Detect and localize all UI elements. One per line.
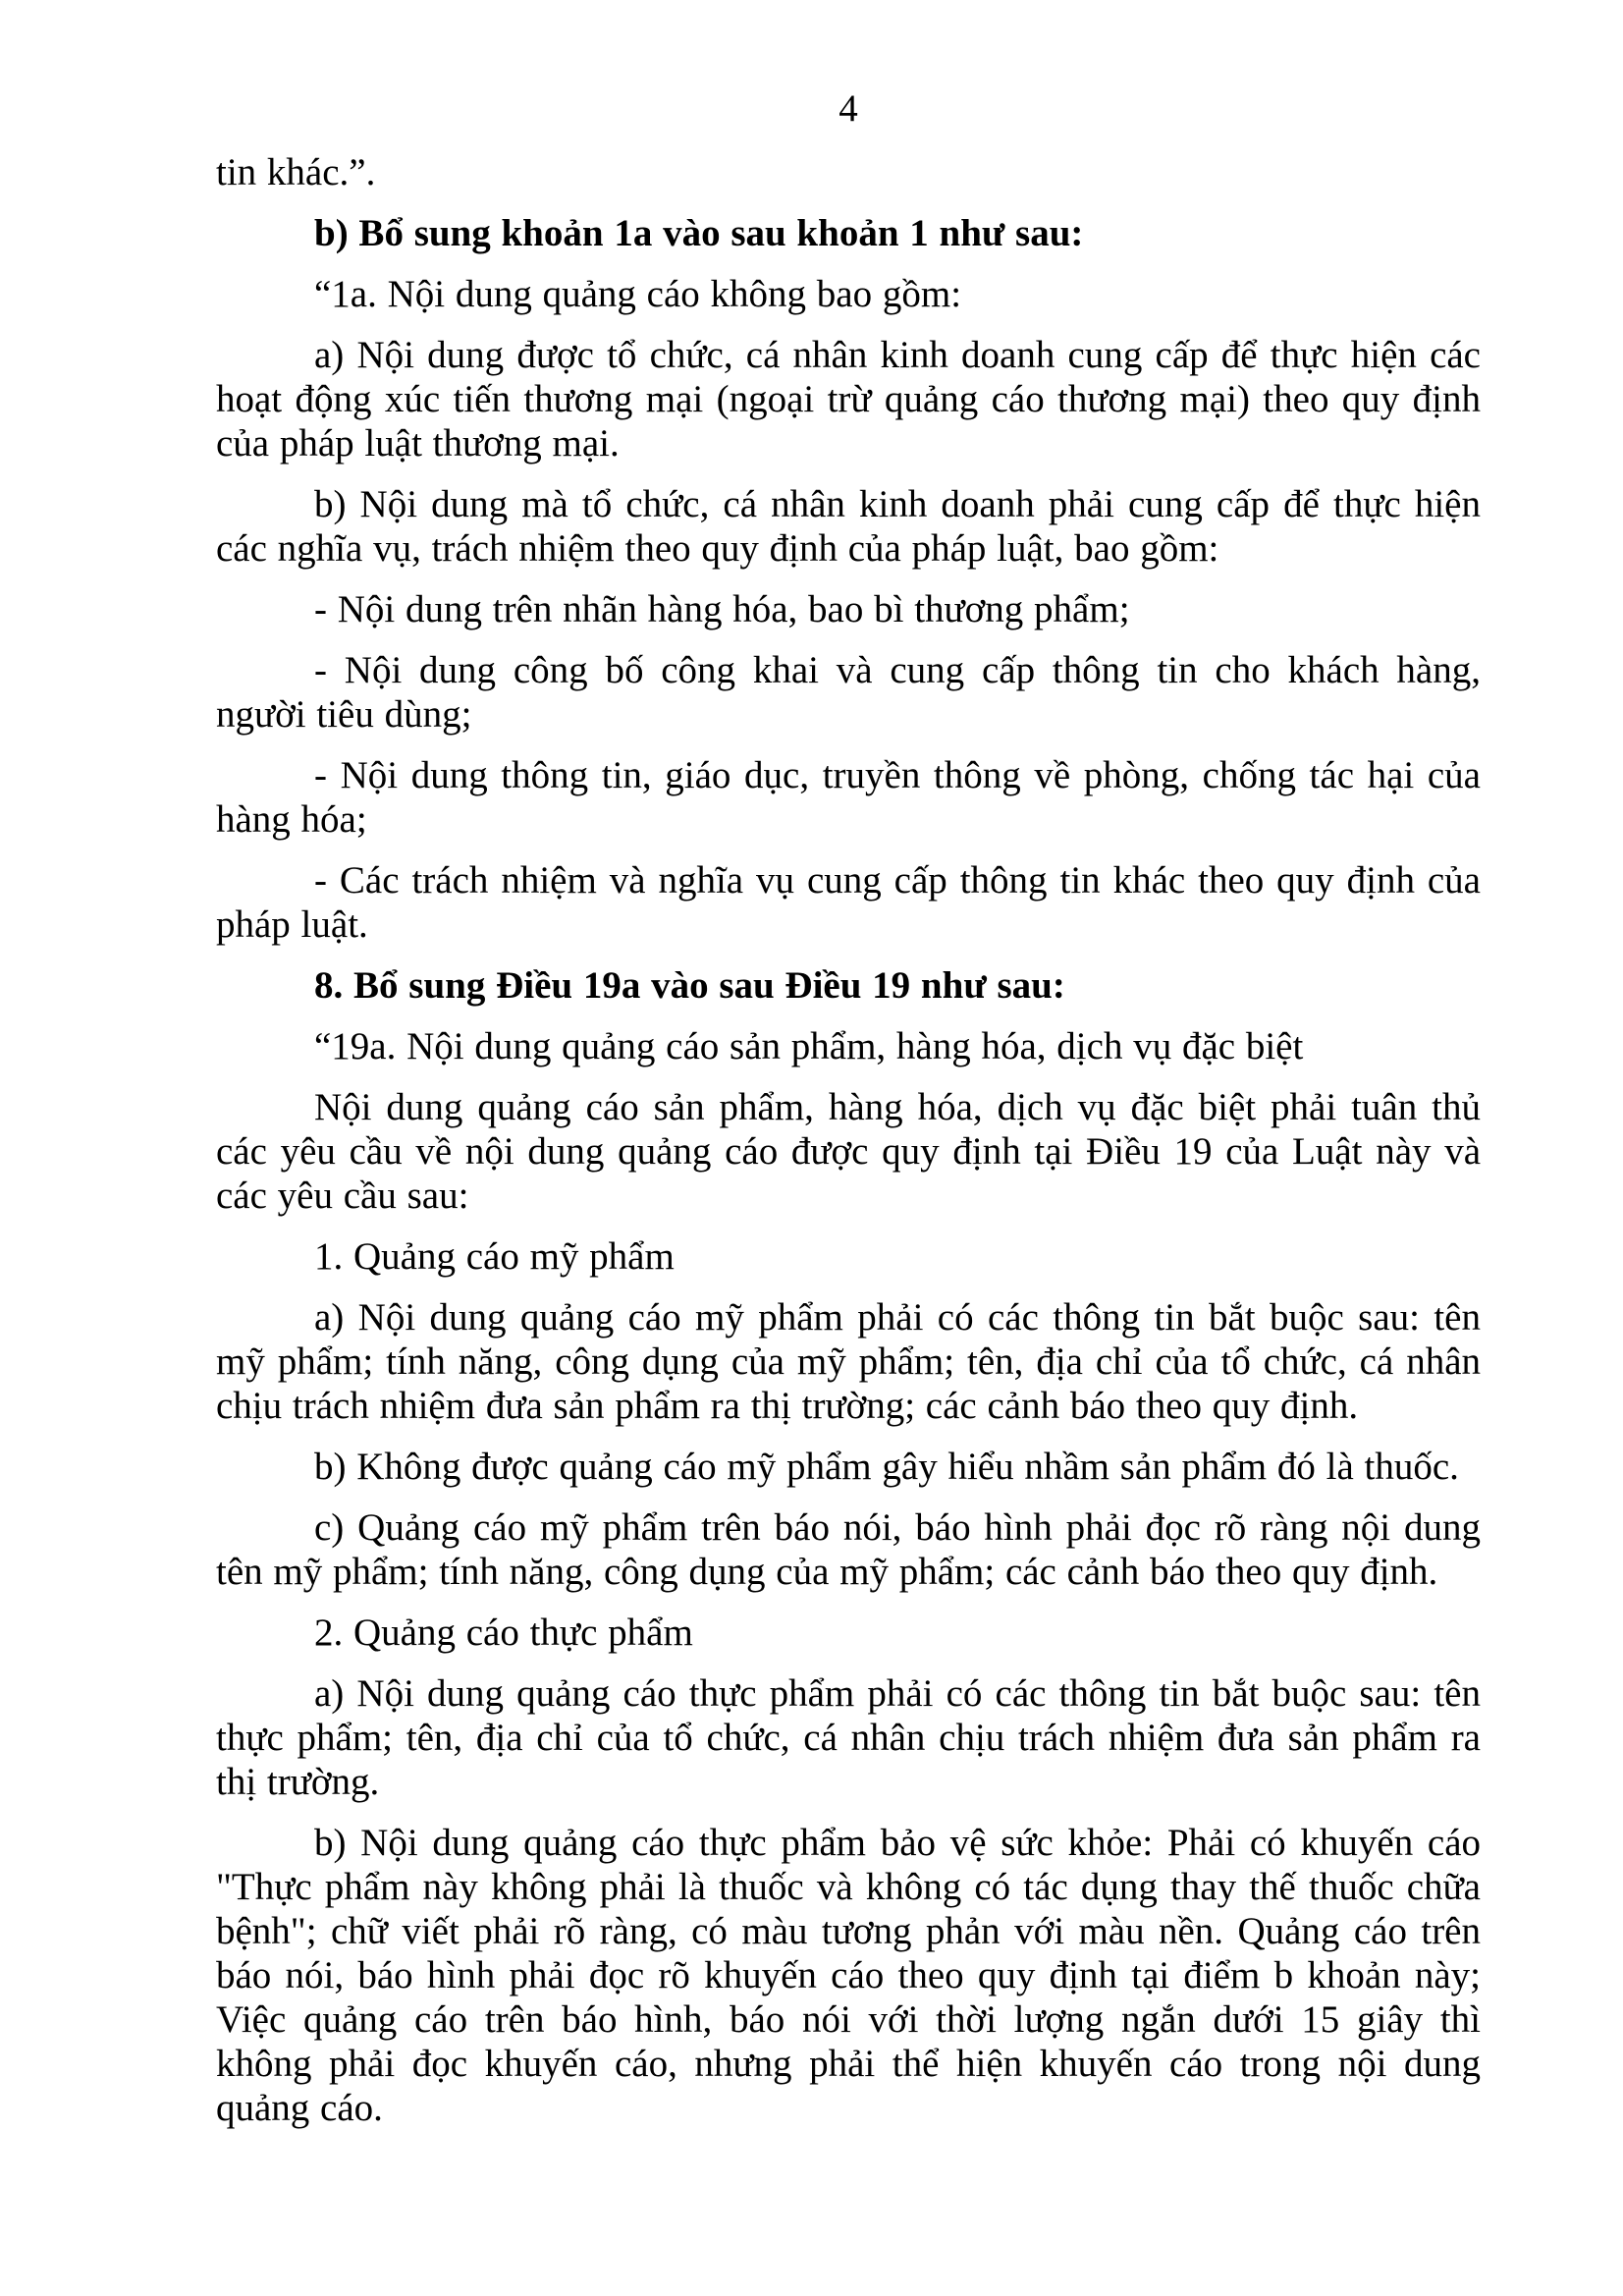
clause-1a-opening: “1a. Nội dung quảng cáo không bao gồm:	[314, 273, 962, 315]
cosmetics-point-c: c) Quảng cáo mỹ phẩm trên báo nói, báo hình phải đọc rõ ràng nội dung tên mỹ phẩm; tính năng, công dụng của mỹ phẩm; các cảnh báo theo quy định.	[216, 1506, 1481, 1593]
dash-item-other-duties: - Các trách nhiệm và nghĩa vụ cung cấp thông tin khác theo quy định của pháp luật.	[216, 859, 1481, 946]
page-number: 4	[839, 87, 858, 130]
clause-8-heading: 8. Bổ sung Điều 19a vào sau Điều 19 như sau:	[314, 964, 1065, 1007]
section-1-cosmetics-heading: 1. Quảng cáo mỹ phẩm	[314, 1235, 675, 1278]
food-point-b: b) Nội dung quảng cáo thực phẩm bảo vệ sức khỏe: Phải có khuyến cáo "Thực phẩm này không phải là thuốc và không có tác dụng thay thế thuốc chữa bệnh"; chữ viết phải rõ ràng, có màu tương phản với màu nền. Quảng cáo trên báo nói, báo hình phải đọc rõ khuyến cáo theo quy định tại điểm b khoản này; Việc quảng cáo trên báo hình, báo nói với thời lượng ngắn dưới 15 giây thì không phải đọc khuyến cáo, nhưng phải thể hiện khuyến cáo trong nội dung quảng cáo.	[216, 1822, 1481, 2129]
clause-b-heading: b) Bổ sung khoản 1a vào sau khoản 1 như sau:	[314, 212, 1084, 254]
article-19a-title: “19a. Nội dung quảng cáo sản phẩm, hàng hóa, dịch vụ đặc biệt	[314, 1025, 1304, 1067]
section-2-food-heading: 2. Quảng cáo thực phẩm	[314, 1612, 693, 1654]
point-b-paragraph: b) Nội dung mà tổ chức, cá nhân kinh doanh phải cung cấp để thực hiện các nghĩa vụ, trách nhiệm theo quy định của pháp luật, bao gồm:	[216, 483, 1481, 570]
continuation-line: tin khác.”.	[216, 151, 376, 193]
document-body	[216, 150, 1481, 2130]
cosmetics-point-b: b) Không được quảng cáo mỹ phẩm gây hiểu nhầm sản phẩm đó là thuốc.	[314, 1446, 1459, 1488]
cosmetics-point-a: a) Nội dung quảng cáo mỹ phẩm phải có các thông tin bắt buộc sau: tên mỹ phẩm; tính năng, công dụng của mỹ phẩm; tên, địa chỉ của tổ chức, cá nhân chịu trách nhiệm đưa sản phẩm ra thị trường; các cảnh báo theo quy định.	[216, 1296, 1481, 1427]
article-19a-intro: Nội dung quảng cáo sản phẩm, hàng hóa, dịch vụ đặc biệt phải tuân thủ các yêu cầu về nội dung quảng cáo được quy định tại Điều 19 của Luật này và các yêu cầu sau:	[216, 1086, 1481, 1217]
food-point-a: a) Nội dung quảng cáo thực phẩm phải có các thông tin bắt buộc sau: tên thực phẩm; tên, địa chỉ của tổ chức, cá nhân chịu trách nhiệm đưa sản phẩm ra thị trường.	[216, 1672, 1481, 1803]
point-a-paragraph: a) Nội dung được tổ chức, cá nhân kinh doanh cung cấp để thực hiện các hoạt động xúc tiến thương mại (ngoại trừ quảng cáo thương mại) theo quy định của pháp luật thương mại.	[216, 334, 1481, 465]
dash-item-label-goods: - Nội dung trên nhãn hàng hóa, bao bì thương phẩm;	[314, 588, 1130, 630]
dash-item-education-info: - Nội dung thông tin, giáo dục, truyền thông về phòng, chống tác hại của hàng hóa;	[216, 754, 1481, 841]
dash-item-public-info: - Nội dung công bố công khai và cung cấp thông tin cho khách hàng, người tiêu dùng;	[216, 649, 1481, 736]
